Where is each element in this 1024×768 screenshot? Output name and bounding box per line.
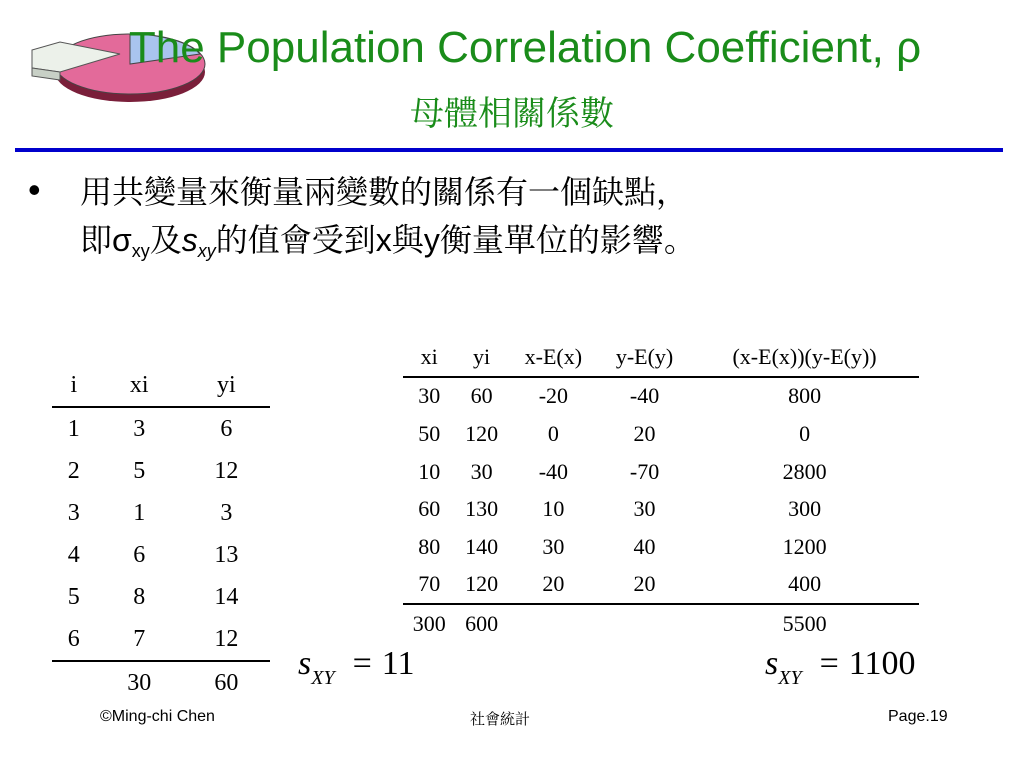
table-cell: 5	[133, 457, 146, 484]
total-cell	[599, 604, 690, 643]
table-row	[52, 492, 270, 534]
total-cell: 30	[127, 669, 152, 696]
table-row	[403, 528, 919, 566]
table-cell: 800	[788, 383, 822, 409]
column-header: yi	[455, 338, 507, 377]
table-cell: 120	[465, 420, 499, 446]
table-cell: 40	[633, 533, 656, 559]
footer-course: 社會統計	[470, 710, 531, 728]
column-header: y-E(y)	[599, 338, 690, 377]
column-header: (x-E(x))(y-E(y))	[690, 338, 919, 377]
table-cell: 6	[52, 618, 96, 661]
table-cell: 2800	[782, 458, 827, 484]
formula-value: 11	[381, 645, 415, 682]
sigma-subscript: xy	[131, 241, 150, 261]
table-cell: 400	[690, 566, 919, 605]
table-cell: 7	[96, 618, 183, 661]
table-cell: 30	[470, 458, 493, 484]
y-symbol: y	[423, 222, 440, 258]
covariance-formula-left	[298, 645, 415, 690]
data-table-left	[52, 364, 270, 704]
table-cell: 80	[418, 533, 441, 559]
table-cell: -40	[538, 458, 569, 484]
s-subscript: xy	[197, 241, 216, 261]
table-cell: 1	[67, 415, 80, 442]
table-cell: 130	[465, 496, 499, 522]
table-cell: 140	[465, 533, 499, 559]
table-cell: 70	[403, 566, 455, 605]
table-row	[52, 450, 270, 492]
table-cell: -40	[629, 383, 660, 409]
column-header: i	[52, 364, 96, 407]
x-symbol: x	[375, 222, 392, 258]
slide-title: The Population Correlation Coefficient, ρ	[128, 23, 922, 72]
table-cell: 30	[633, 496, 656, 522]
table-cell: 20	[508, 566, 599, 605]
table-row	[52, 618, 270, 661]
formula-symbol: s	[298, 645, 312, 682]
column-header: xi	[96, 364, 183, 407]
table-cell: 60	[470, 383, 493, 409]
table-cell: 120	[455, 566, 507, 605]
table-cell: 4	[67, 541, 80, 568]
table-cell: 1	[133, 499, 146, 526]
table-cell: 10	[418, 458, 441, 484]
table-row	[52, 407, 270, 450]
bullet-text-c: 的值會受到	[215, 221, 376, 259]
table-cell: 20	[633, 420, 656, 446]
table-cell: 3	[133, 415, 146, 442]
total-cell: 60	[214, 669, 239, 696]
table-cell: 30	[418, 383, 441, 409]
table-cell: 5	[67, 583, 80, 610]
table-cell: 12	[214, 457, 239, 484]
covariance-formula-right	[765, 645, 916, 690]
title-divider	[15, 148, 1003, 152]
slide-subtitle: 母體相關係數	[410, 94, 614, 134]
total-cell	[508, 604, 599, 643]
table-row	[52, 576, 270, 618]
table-header-row	[52, 364, 270, 407]
total-cell	[52, 661, 96, 704]
table-cell: 3	[67, 499, 80, 526]
bullet-marker: •	[28, 169, 41, 210]
table-cell: -70	[629, 458, 660, 484]
bullet-line-1: 用共變量來衡量兩變數的關係有一個缺點，	[80, 173, 689, 211]
table-header-row	[403, 338, 919, 377]
table-cell: 0	[799, 420, 811, 446]
bullet-line-2	[80, 216, 1000, 275]
table-cell: 8	[133, 583, 146, 610]
table-cell: 10	[542, 496, 565, 522]
table-total-row	[52, 661, 270, 704]
bullet-text-e: 衡量單位的影響。	[439, 221, 696, 259]
table-cell: 14	[214, 583, 239, 610]
column-header: yi	[183, 364, 270, 407]
deviation-table-right	[403, 338, 919, 643]
table-cell: 13	[214, 541, 239, 568]
table-cell: 6	[220, 415, 233, 442]
table-cell: 12	[183, 618, 270, 661]
table-row	[403, 415, 919, 453]
table-row	[403, 490, 919, 528]
total-cell: 300	[412, 610, 446, 636]
table-cell: 20	[599, 566, 690, 605]
formula-value: 1100	[848, 645, 916, 682]
formula-equals: =	[352, 645, 372, 682]
table-row	[403, 453, 919, 491]
table-cell: 30	[542, 533, 565, 559]
bullet-text-a: 即	[80, 221, 113, 259]
footer-page-number: Page.19	[888, 708, 948, 725]
total-cell: 600	[465, 610, 499, 636]
sigma-symbol: σ	[112, 222, 132, 258]
table-row	[403, 377, 919, 416]
table-row	[403, 566, 919, 605]
table-cell: 6	[133, 541, 146, 568]
formula-symbol: s	[765, 645, 779, 682]
bullet-text-b: 及	[149, 221, 182, 259]
footer-copyright: ©Ming-chi Chen	[100, 708, 215, 725]
total-cell: 5500	[782, 610, 827, 636]
table-cell: 50	[418, 420, 441, 446]
column-header: x-E(x)	[508, 338, 599, 377]
column-header: xi	[403, 338, 455, 377]
table-row	[52, 534, 270, 576]
bullet-text	[80, 168, 1000, 275]
table-cell: 3	[220, 499, 233, 526]
table-cell: 60	[418, 496, 441, 522]
table-cell: 0	[547, 420, 559, 446]
bullet-text-d: 與	[391, 221, 424, 259]
formula-equals: =	[819, 645, 839, 682]
table-cell: 300	[788, 496, 822, 522]
table-cell: -20	[538, 383, 569, 409]
table-cell: 2	[67, 457, 80, 484]
table-cell: 1200	[782, 533, 827, 559]
s-symbol: s	[181, 222, 198, 258]
formula-subscript: XY	[311, 667, 335, 689]
table-total-row	[403, 604, 919, 643]
formula-subscript: XY	[778, 667, 802, 689]
